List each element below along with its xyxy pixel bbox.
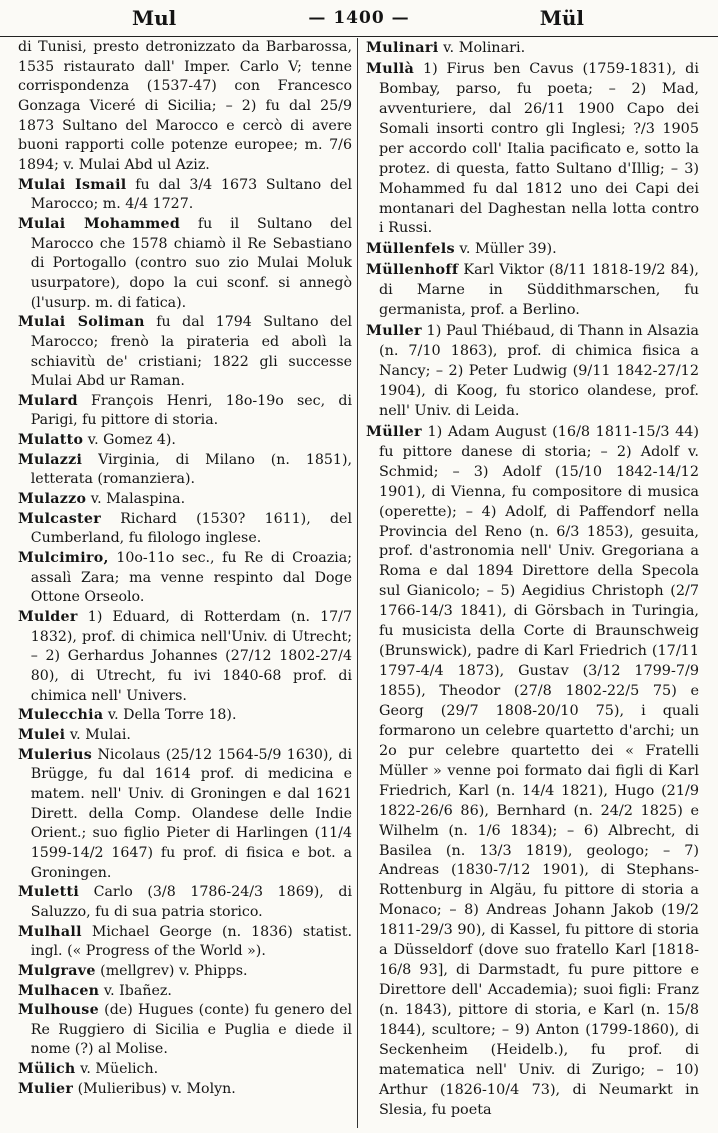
entry-text: v. Ibañez. (99, 982, 172, 999)
dictionary-entry (18, 962, 352, 982)
dictionary-entry (18, 1001, 352, 1060)
entry-headword: Mulei (18, 726, 66, 743)
dictionary-entry (366, 38, 699, 59)
entry-text: v. Müelich. (75, 1061, 159, 1078)
entry-text: (mellgrev) v. Phipps. (95, 962, 248, 979)
entry-text: Michael George (n. 1836) statist. ingl. (« Progress of the World »). (30, 923, 352, 960)
entry-headword: Mulhacen (18, 982, 100, 999)
entry-text: Richard (1530? 1611), del Cumberland, fu filologo inglese. (30, 510, 352, 547)
entry-text: Nicolaus (25/12 1564-5/9 1630), di Brügge, fu dal 1614 prof. di medicina e matem. nell' Univ. di Groningen e dal 1621 Dirett. della Comp. Olandese delle Indie Orient.; suo figlio Pieter di Harlingen (11/4 1599-14/2 1647) fu prof. di fisica e bot. a Groningen. (30, 746, 352, 881)
dictionary-entry (18, 176, 352, 215)
dictionary-entry (18, 608, 352, 706)
entry-text: (Mulieribus) v. Molyn. (73, 1080, 236, 1097)
entry-text: fu dal 1794 Sultano del Marocco; frenò la pirateria ed abolì la schiavitù de' cristiani; 1822 gli successe Mulai Abd ur Raman. (30, 314, 353, 390)
entry-text: 10o-11o sec., fu Re di Croazia; assalì Zara; ma venne respinto dal Doge Ottone Orseolo. (30, 550, 352, 606)
entry-text: di Tunisi, presto detronizzato da Barbarossa, 1535 ristaurato dall' Imper. Carlo V; tenne corrispondenza (1537-47) con Francesco Gonzaga Viceré di Sicilia; – 2) fu dal 25/9 1873 Sultano del Marocco e cercò di avere buoni rapporti colle potenze europee; m. 7/6 1894; v. Mulai Abd ul Aziz. (18, 39, 352, 173)
entry-text: Carlo (3/8 1786-24/3 1869), di Saluzzo, fu di sua patria storico. (30, 884, 352, 920)
dictionary-entry (18, 982, 352, 1002)
entry-headword: Mulai Soliman (18, 314, 145, 331)
entry-text: Virginia, di Milano (n. 1851), letterata (romanziera). (30, 451, 352, 488)
entry-text: v. Gomez 4). (83, 432, 176, 449)
dictionary-entry (18, 726, 352, 746)
entry-headword: Mulecchia (18, 707, 104, 724)
dictionary-entry (18, 215, 352, 313)
entry-headword: Mulhall (18, 923, 82, 940)
entry-headword: Mulhouse (18, 1002, 99, 1019)
dictionary-entry (366, 59, 699, 239)
dictionary-entry (18, 490, 352, 510)
entry-headword: Mulard (18, 392, 78, 409)
dictionary-entry (18, 746, 352, 884)
dictionary-entry (18, 313, 352, 392)
dictionary-entry (18, 706, 352, 726)
entry-headword: Mulcaster (18, 510, 101, 527)
page-number: — 1400 — (308, 8, 410, 28)
dictionary-entry (366, 422, 699, 1121)
dictionary-entry (18, 451, 352, 490)
dictionary-entry (18, 923, 352, 962)
entry-text: (de) Hugues (conte) fu genero del Re Ruggiero di Sicilia e Puglia e diede il nome (?) al Molise. (30, 1002, 352, 1058)
dictionary-entry (18, 38, 352, 176)
dictionary-entry (18, 883, 352, 922)
entry-headword: Müllenhoff (366, 261, 459, 279)
entry-text: v. Della Torre 18). (103, 707, 237, 724)
entry-text: v. Molinari. (438, 40, 526, 56)
entry-headword: Mulier (18, 1080, 74, 1097)
entry-text: v. Malaspina. (86, 491, 186, 508)
dictionary-entry (366, 239, 699, 260)
entry-headword: Mulai Mohammed (18, 215, 181, 232)
entry-headword: Mulcimiro, (18, 550, 109, 567)
dictionary-entry (18, 510, 352, 549)
entry-headword: Mullà (366, 59, 415, 77)
entry-headword: Müllenfels (366, 240, 455, 258)
entry-text: 1) Paul Thiébaud, di Thann in Alsazia (n. 7/10 1863), prof. di chimica fisica a Nancy; – 2) Peter Ludwig (9/11 1842-27/12 1904), di Koog, fu storico olandese, prof. nell' Univ. di Leida. (378, 323, 699, 419)
running-head-right: Mül (539, 6, 584, 30)
entry-text: Karl Viktor (8/11 1818-19/2 84), di Marne in Süddithmarschen, fu germanista, prof. a Berlino. (378, 262, 699, 319)
entry-headword: Mulgrave (18, 962, 96, 979)
entry-text: v. Müller 39). (454, 241, 557, 258)
running-head-left: Mul (132, 6, 177, 30)
dictionary-entry (18, 431, 352, 451)
entry-text: fu dal 3/4 1673 Sultano del Marocco; m. 4/4 1727. (30, 176, 353, 213)
entry-headword: Mülich (18, 1061, 76, 1078)
right-column (366, 38, 699, 1121)
entry-text: v. Mulai. (65, 726, 131, 743)
entry-headword: Mulai Ismail (18, 176, 127, 193)
entry-text: 1) Firus ben Cavus (1759-1831), di Bombay, parso, fu poeta; – 2) Mad, avventuriere, dal 26/11 1900 Capo dei Somali insorti contro gli Inglesi; ?/3 1905 per accordo coll' Italia pacificato e, sotto la protez. di questa, fatto Sultano d'Illig; – 3) Mohammed fu dal 1812 uno dei Capi dei montanari del Daghestan nella lotta contro i Russi. (378, 60, 699, 237)
dictionary-entry (18, 1080, 352, 1100)
entry-text: 1) Adam August (16/8 1811-15/3 44) fu pittore danese di storia; – 2) Adolf v. Schmid; – 3) Adolf (15/10 1842-14/12 1901), di Vienna, fu compositore di musica (operette); – 4) Adolf, di Paffendorf nella Provincia del Reno (n. 6/3 1853), gesuita, prof. d'astronomia nell' Univ. Gregoriana a Roma e dal 1894 Direttore della Specola sul Gianicolo; – 5) Aegidius Christoph (2/7 1766-14/3 1841), di Görsbach in Turingia, fu musicista della Corte di Braunschweig (Brunswick), padre di Karl Friedrich (17/11 1797-4/4 1873), Gustav (3/12 1799-7/9 1855), Theodor (27/8 1802-22/5 75) e Georg (29/7 1808-20/10 75), i quali formarono un celebre quartetto d'archi; un 2o pur celebre quartetto dei « Fratelli Müller » venne poi formato dai figli di Karl Friedrich, Karl (n. 14/4 1821), Hugo (21/9 1822-26/6 86), Bernhard (n. 24/2 1825) e Wilhelm (n. 1/6 1834); – 6) Albrecht, di Basilea (n. 13/3 1819), geologo; – 7) Andreas (1830-7/12 1901), di Stephans-Rottenburg in Algäu, fu pittore di storia a Monaco; – 8) Andreas Johann Jakob (19/2 1811-29/3 90), di Kassel, fu pittore di storia a Düsseldorf (dove suo fratello Karl [1818-16/8 93], di Darmstadt, fu pure pittore e Direttore dell' Accademia); suoi figli: Franz (n. 1843), pittore di storia, e Karl (n. 15/8 1844), scultore; – 9) Anton (1799-1860), di Seckenheim (Heidelb.), fu prof. di matematica nell' Univ. di Zurigo; – 10) Arthur (1826-10/4 73), di Neumarkt in Slesia, fu poeta (378, 423, 699, 1118)
entry-headword: Mulazzi (18, 451, 83, 468)
dictionary-entry (18, 1060, 352, 1080)
entry-text: 1) Eduard, di Rotterdam (n. 17/7 1832), prof. di chimica nell'Univ. di Utrecht; – 2) Gerhardus Johannes (27/12 1802-27/4 80), di Utrecht, fu ivi 1840-68 prof. di chimica nell' Univers. (30, 609, 352, 704)
entry-text: fu il Sultano del Marocco che 1578 chiamò il Re Sebastiano di Portogallo (contro suo zio Mulai Moluk usurpatore), dopo la cui sconf. si annegò (l'usurp. m. di fatica). (30, 215, 352, 311)
entry-headword: Mulinari (366, 39, 439, 56)
entry-text: François Henri, 18o-19o sec, di Parigi, fu pittore di storia. (30, 392, 352, 429)
entry-headword: Mulatto (18, 432, 84, 449)
page-header (0, 0, 718, 37)
entry-headword: Mulazzo (18, 491, 87, 508)
column-divider (357, 38, 358, 1128)
entry-headword: Muller (366, 322, 422, 340)
entry-headword: Müller (366, 422, 422, 440)
dictionary-entry (366, 321, 699, 422)
dictionary-entry (366, 260, 699, 321)
dictionary-entry (18, 392, 352, 431)
left-column (18, 38, 352, 1099)
dictionary-entry (18, 549, 352, 608)
entry-headword: Muletti (18, 884, 80, 901)
entry-headword: Mulerius (18, 746, 93, 763)
entry-headword: Mulder (18, 609, 78, 626)
